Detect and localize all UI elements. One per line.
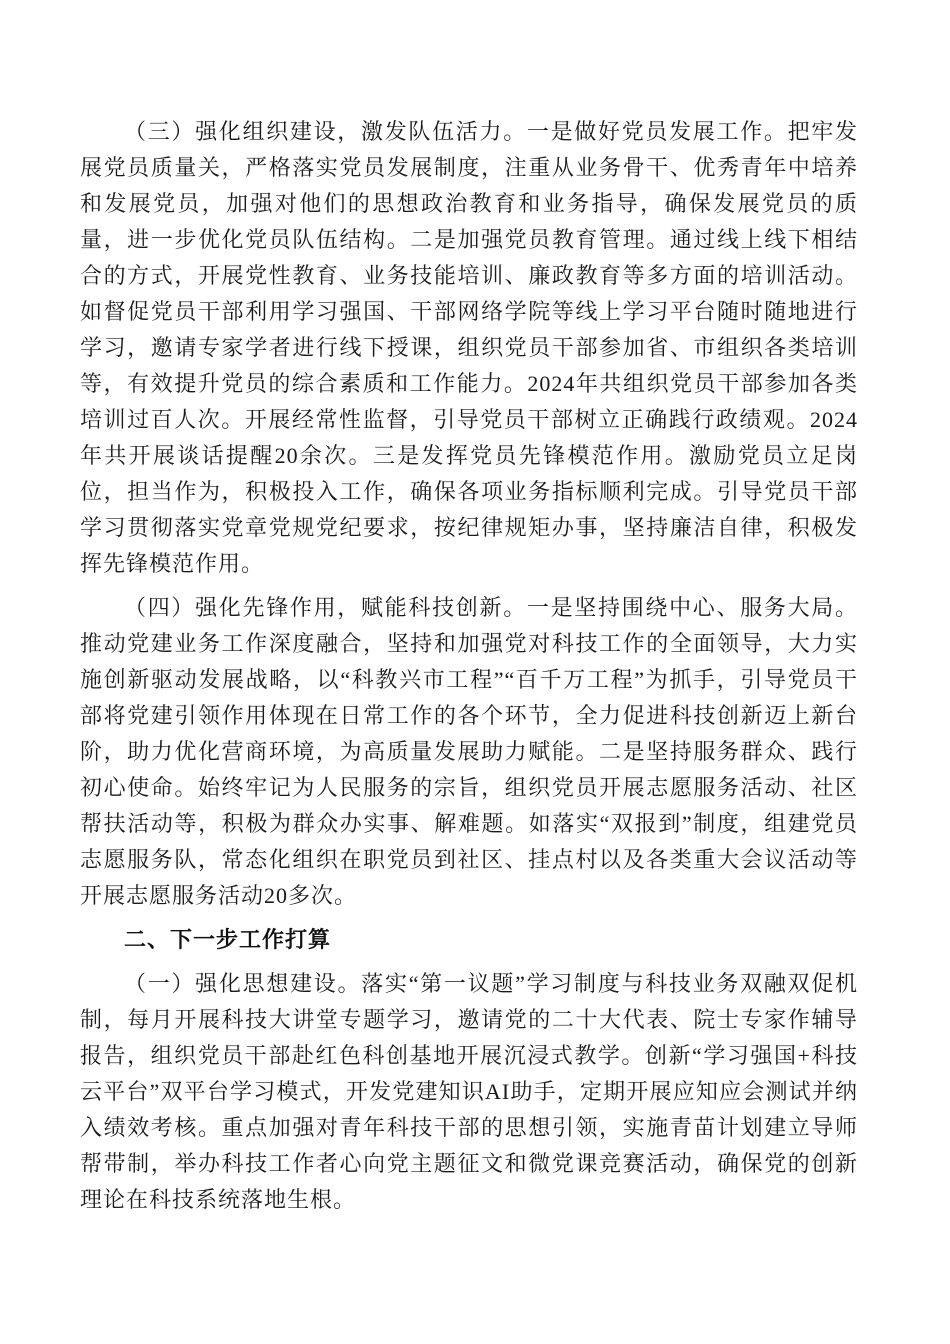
section-heading-next-steps: 二、下一步工作打算: [124, 927, 332, 952]
paragraph-pioneer-role: （四）强化先锋作用，赋能科技创新。一是坚持围绕中心、服务大局。推动党建业务工作深度融合，坚持和加强党对科技工作的全面领导，大力实施创新驱动发展战略，以“科教兴市工程”“百千万工程”为抓手，引导党员干部将党建引领作用体现在日常工作的各个环节，全力促进科技创新迈上新台阶，助力优化营商环境，为高质量发展助力赋能。二是坚持服务群众、践行初心使命。始终牢记为人民服务的宗旨，组织党员开展志愿服务活动、社区帮扶活动等，积极为群众办实事、解难题。如落实“双报到”制度，组建党员志愿服务队，常态化组织在职党员到社区、挂点村以及各类重大会议活动等开展志愿服务活动20多次。: [80, 595, 858, 908]
paragraph-org-building: （三）强化组织建设，激发队伍活力。一是做好党员发展工作。把牢发展党员质量关，严格落实党员发展制度，注重从业务骨干、优秀青年中培养和发展党员，加强对他们的思想政治教育和业务指导，确保发展党员的质量，进一步优化党员队伍结构。二是加强党员教育管理。通过线上线下相结合的方式，开展党性教育、业务技能培训、廉政教育等多方面的培训活动。如督促党员干部利用学习强国、干部网络学院等线上学习平台随时随地进行学习，邀请专家学者进行线下授课，组织党员干部参加省、市组织各类培训等，有效提升党员的综合素质和工作能力。2024年共组织党员干部参加各类培训过百人次。开展经常性监督，引导党员干部树立正确践行政绩观。2024年共开展谈话提醒20余次。三是发挥党员先锋模范作用。激励党员立足岗位，担当作为，积极投入工作，确保各项业务指标顺利完成。引导党员干部学习贯彻落实党章党规党纪要求，按纪律规矩办事，坚持廉洁自律，积极发挥先锋模范作用。: [80, 119, 858, 576]
paragraph-ideology-building: （一）强化思想建设。落实“第一议题”学习制度与科技业务双融双促机制，每月开展科技大讲堂专题学习，邀请党的二十大代表、院士专家作辅导报告，组织党员干部赴红色科创基地开展沉浸式教学。创新“学习强国+科技云平台”双平台学习模式，开发党建知识AI助手，定期开展应知应会测试并纳入绩效考核。重点加强对青年科技干部的思想引领，实施青苗计划建立导师帮带制，举办科技工作者心向党主题征文和微党课竞赛活动，确保党的创新理论在科技系统落地生根。: [80, 971, 858, 1212]
